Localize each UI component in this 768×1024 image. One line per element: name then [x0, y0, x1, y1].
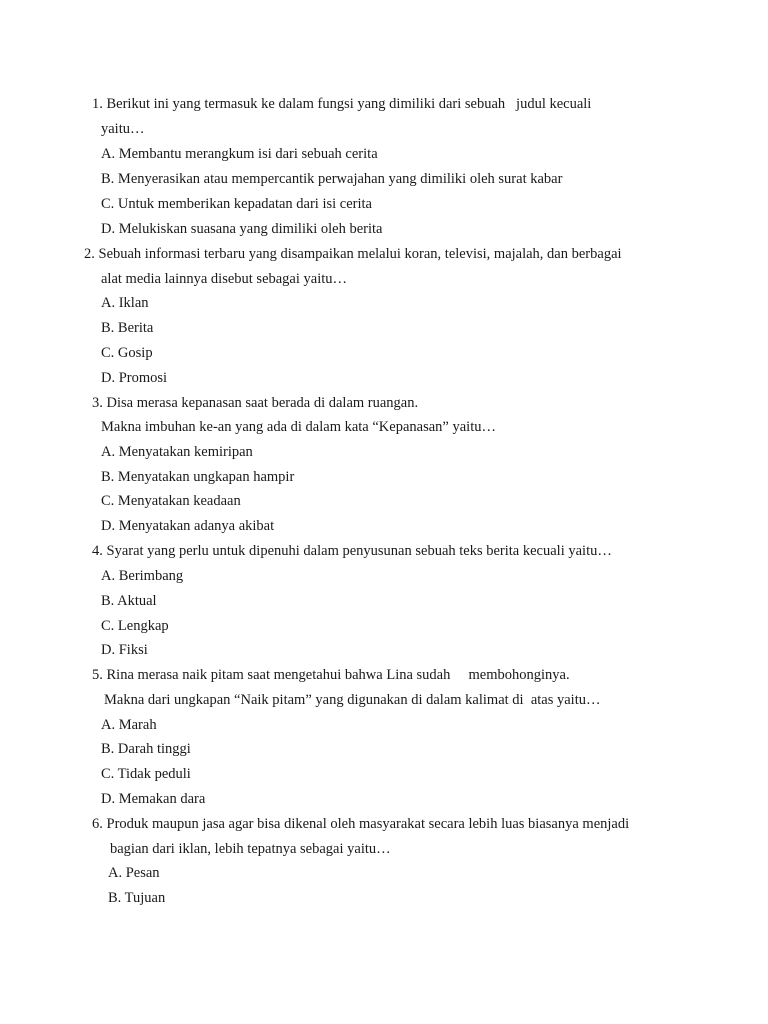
question-6-option-b: B. Tujuan	[108, 890, 166, 906]
question-3-option-c: C. Menyatakan keadaan	[101, 493, 241, 509]
question-3-option-a: A. Menyatakan kemiripan	[101, 444, 253, 460]
question-5-option-d: D. Memakan dara	[101, 791, 206, 807]
question-4-option-d: D. Fiksi	[101, 642, 148, 658]
question-2-text-cont: alat media lainnya disebut sebagai yaitu…	[101, 271, 348, 287]
question-3-option-d: D. Menyatakan adanya akibat	[101, 518, 275, 534]
question-2-option-b: B. Berita	[101, 320, 154, 336]
question-5-text-cont: Makna dari ungkapan “Naik pitam” yang digunakan di dalam kalimat di atas yaitu…	[104, 692, 601, 708]
question-3-text-cont: Makna imbuhan ke-an yang ada di dalam kata “Kepanasan” yaitu…	[101, 419, 496, 435]
question-4-option-b: B. Aktual	[101, 593, 157, 609]
question-3-option-b: B. Menyatakan ungkapan hampir	[101, 469, 295, 485]
question-3-text: 3. Disa merasa kepanasan saat berada di dalam ruangan.	[92, 395, 419, 411]
question-2-option-a: A. Iklan	[101, 295, 149, 311]
question-4-option-c: C. Lengkap	[101, 618, 169, 634]
question-2-option-d: D. Promosi	[101, 370, 168, 386]
question-1-option-d: D. Melukiskan suasana yang dimiliki oleh berita	[101, 221, 383, 237]
question-2-option-c: C. Gosip	[101, 345, 153, 361]
question-1-option-b: B. Menyerasikan atau mempercantik perwajahan yang dimiliki oleh surat kabar	[101, 171, 563, 187]
question-5-option-a: A. Marah	[101, 717, 157, 733]
question-5-text: 5. Rina merasa naik pitam saat mengetahui bahwa Lina sudah membohonginya.	[92, 667, 570, 683]
question-2-text: 2. Sebuah informasi terbaru yang disampaikan melalui koran, televisi, majalah, dan berbagai	[84, 246, 622, 262]
question-5-option-b: B. Darah tinggi	[101, 741, 191, 757]
question-6-text-cont: bagian dari iklan, lebih tepatnya sebagai yaitu…	[110, 841, 391, 857]
question-1-option-a: A. Membantu merangkum isi dari sebuah cerita	[101, 146, 378, 162]
question-4-text: 4. Syarat yang perlu untuk dipenuhi dalam penyusunan sebuah teks berita kecuali yaitu…	[92, 543, 612, 559]
question-6-option-a: A. Pesan	[108, 865, 160, 881]
question-4-option-a: A. Berimbang	[101, 568, 184, 584]
question-5-option-c: C. Tidak peduli	[101, 766, 191, 782]
question-1-option-c: C. Untuk memberikan kepadatan dari isi cerita	[101, 196, 372, 212]
question-6-text: 6. Produk maupun jasa agar bisa dikenal oleh masyarakat secara lebih luas biasanya menjadi	[92, 816, 630, 832]
question-1-text: 1. Berikut ini yang termasuk ke dalam fungsi yang dimiliki dari sebuah judul kecuali	[92, 96, 592, 112]
question-1-text-cont: yaitu…	[101, 121, 145, 137]
